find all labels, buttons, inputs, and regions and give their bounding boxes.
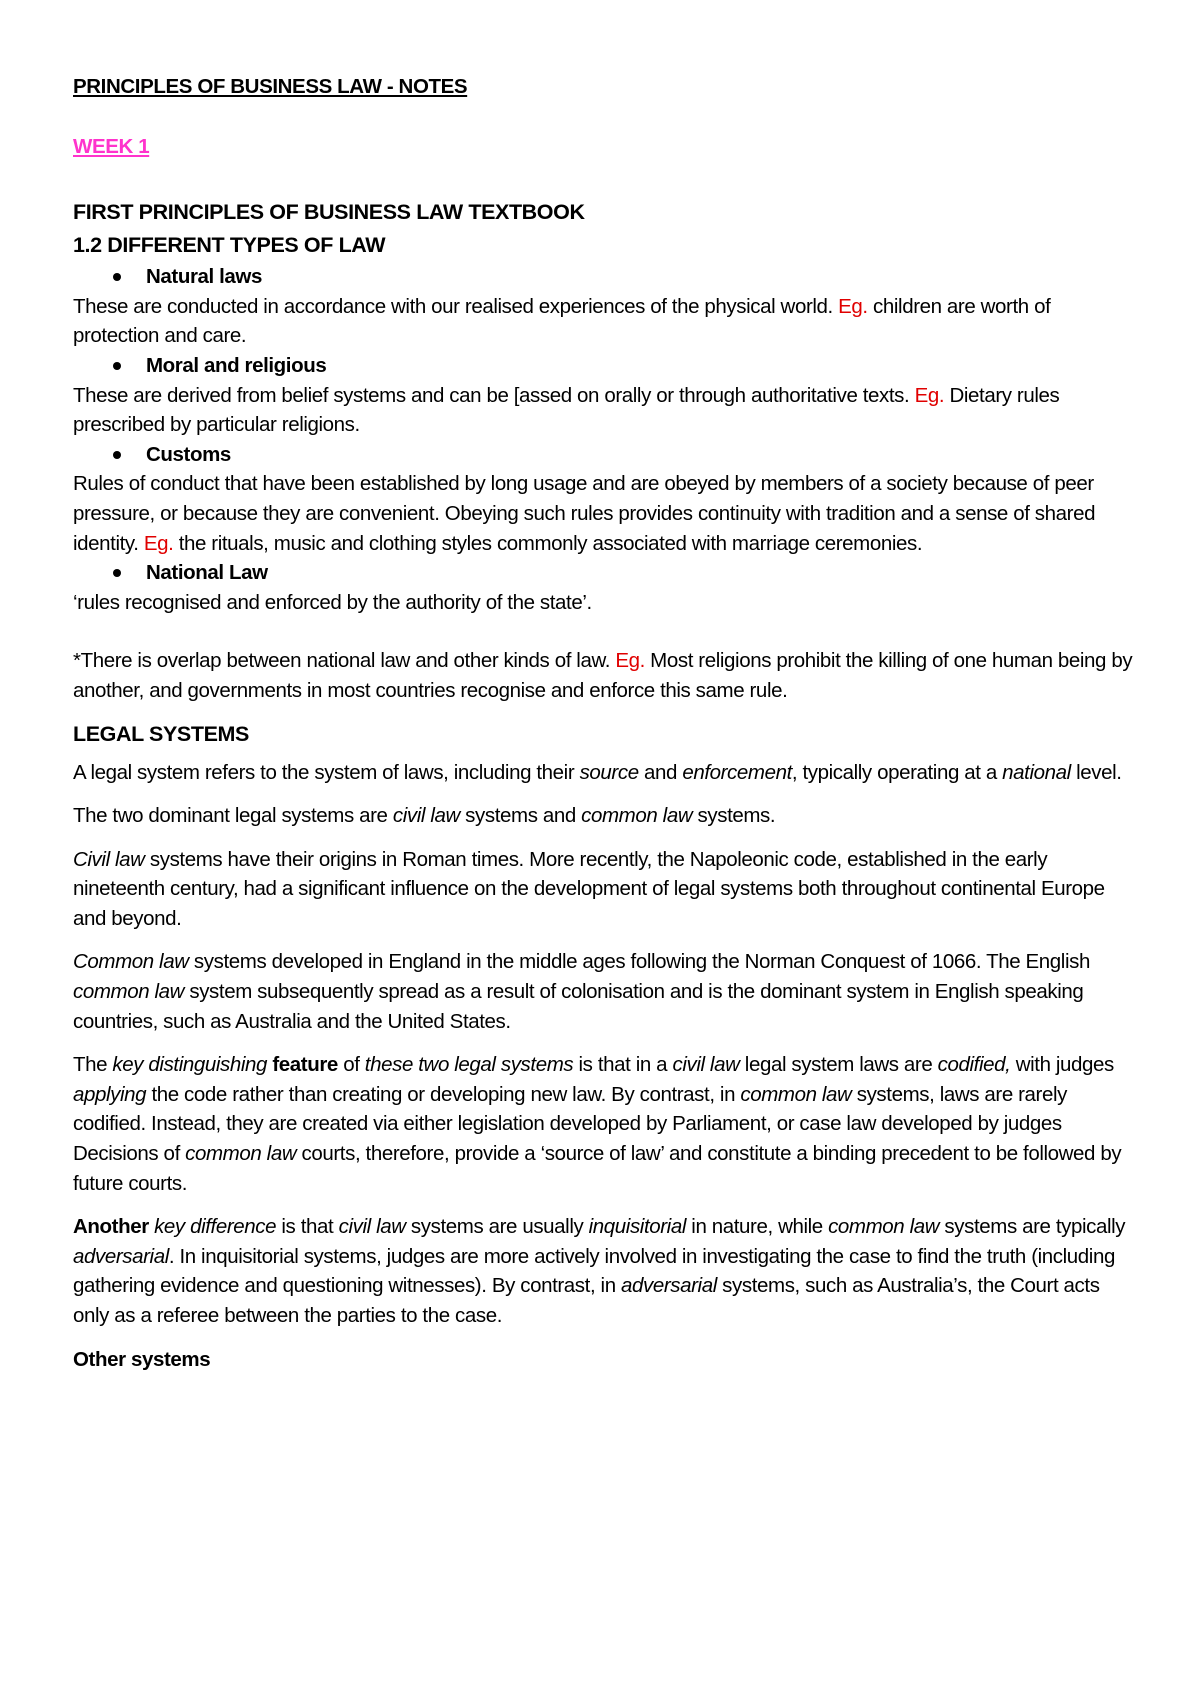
text: Dietary rules prescribed by particular religions. [73, 383, 1060, 437]
text: systems. [692, 804, 776, 828]
paragraph-natural-laws [73, 292, 1135, 351]
text: systems are usually [405, 1215, 589, 1239]
paragraph-key-distinguishing-feature [73, 1050, 1135, 1198]
text-bold: Another [73, 1215, 149, 1239]
paragraph-another-key-difference [73, 1212, 1135, 1330]
text: systems and [459, 804, 582, 828]
paragraph-two-dominant-systems [73, 801, 1135, 831]
text: These are derived from belief systems and can be [assed on orally or through authoritative texts. [73, 383, 915, 407]
eg-label: Eg. [838, 294, 868, 318]
paragraph-national-law [73, 588, 1135, 618]
text: These are conducted in accordance with our realised experiences of the physical world. [73, 294, 839, 318]
text: The [73, 1053, 113, 1077]
text-italic: civil law [672, 1053, 740, 1077]
eg-label: Eg. [143, 531, 174, 555]
text: courts, therefore, provide a ‘source of law’ and constitute a binding precedent to be followed by future courts. [73, 1142, 1122, 1195]
text: in nature, while [686, 1215, 829, 1239]
text-italic: source [579, 760, 639, 784]
text-italic: enforcement [682, 760, 792, 784]
text-italic: common law [73, 980, 185, 1004]
paragraph-civil-law-origins [73, 845, 1135, 934]
text: is that [276, 1215, 339, 1239]
text: system subsequently spread as a result of colonisation and is the dominant system in English speaking countries, such as Australia and the United States. [73, 980, 1084, 1033]
spacer [73, 617, 1135, 646]
text-italic: common law [740, 1082, 852, 1106]
text: systems are typically [939, 1215, 1126, 1239]
document-page [73, 72, 1135, 1374]
paragraph-moral-religious [73, 381, 1135, 440]
text: is that in a [573, 1053, 673, 1077]
bullet-moral-religious [73, 351, 1135, 381]
bullet-label: Moral and religious [146, 353, 327, 377]
bullet-label: Customs [146, 442, 231, 466]
paragraph-legal-system-definition [73, 758, 1135, 788]
text: with judges [1010, 1053, 1114, 1077]
text: *There is overlap between national law and other kinds of law. [73, 649, 616, 673]
text: the code rather than creating or developing new law. By contrast, in [146, 1082, 741, 1106]
other-systems-heading [73, 1345, 1135, 1375]
textbook-heading: FIRST PRINCIPLES OF BUSINESS LAW TEXTBOOK [73, 200, 585, 225]
text-italic: civil law [392, 804, 460, 828]
text: The two dominant legal systems are [73, 804, 393, 828]
bullet-customs [73, 440, 1135, 470]
eg-label: Eg. [914, 383, 945, 407]
text-italic: common law [185, 1142, 297, 1166]
text-italic: codified, [937, 1053, 1011, 1077]
text: and [638, 760, 683, 784]
text: A legal system refers to the system of laws, including their [73, 760, 580, 784]
legal-systems-heading: LEGAL SYSTEMS [73, 721, 249, 746]
text: Rules of conduct that have been established by long usage and are obeyed by members of a society because of peer pressure, or because they are convenient. Obeying such rules provides continuity with tradition and a sense of shared identity. [73, 472, 1096, 555]
text: systems, laws are rarely codified. Instead, they are created via either legislation developed by Parliament, or case law developed by judges Decisions of [73, 1082, 1067, 1166]
text: ‘rules recognised and enforced by the authority of the state’. [73, 590, 592, 614]
text-italic: adversarial [621, 1274, 717, 1298]
text: legal system laws are [739, 1053, 938, 1077]
overlap-note [73, 646, 1135, 705]
bullet-dot-icon [113, 273, 121, 281]
text-italic: national [1002, 760, 1071, 784]
text: . In inquisitorial systems, judges are more actively involved in investigating the case to find the truth (including gathering evidence and questioning witnesses). By contrast, in [73, 1244, 1115, 1298]
text-italic: these two legal systems [364, 1053, 574, 1077]
text-italic: key difference [154, 1215, 277, 1239]
text: Most religions prohibit the killing of one human being by another, and governments in most countries recognise and enforce this same rule. [73, 649, 1133, 702]
bullet-natural-laws [73, 262, 1135, 292]
text-italic: key distinguishing [112, 1053, 268, 1077]
bullet-dot-icon [113, 451, 121, 459]
paragraph-common-law-origins [73, 947, 1135, 1036]
bullet-dot-icon [113, 362, 121, 370]
text: of [337, 1053, 365, 1077]
text-italic: adversarial [73, 1244, 169, 1268]
text-bold: feature [272, 1053, 338, 1077]
eg-label: Eg. [615, 649, 645, 673]
paragraph-customs [73, 469, 1135, 558]
text-italic: civil law [338, 1215, 406, 1239]
text: systems developed in England in the middle ages following the Norman Conquest of 1066. The English [188, 950, 1090, 974]
text-italic: Civil law [73, 847, 145, 871]
section-heading: 1.2 DIFFERENT TYPES OF LAW [73, 233, 386, 258]
text-italic: common law [581, 804, 693, 828]
text: level. [1070, 760, 1122, 784]
week-heading: WEEK 1 [73, 134, 150, 158]
document-title: PRINCIPLES OF BUSINESS LAW - NOTES [73, 75, 468, 98]
text-italic: Common law [73, 950, 189, 974]
bullet-dot-icon [113, 569, 121, 577]
text-bold: Other systems [73, 1347, 211, 1371]
text: , typically operating at a [791, 760, 1003, 784]
text-italic: inquisitorial [588, 1215, 686, 1239]
bullet-label: Natural laws [146, 265, 262, 289]
text-italic: applying [73, 1082, 147, 1106]
text-italic: common law [828, 1215, 940, 1239]
text: the rituals, music and clothing styles commonly associated with marriage ceremonies. [173, 531, 923, 555]
bullet-national-law [73, 558, 1135, 588]
text: systems have their origins in Roman times. More recently, the Napoleonic code, established in the early nineteenth century, had a significant influence on the development of legal systems both throughout continental Europe and beyond. [73, 847, 1105, 930]
text: children are worth of protection and care. [73, 294, 1051, 348]
text: systems, such as Australia’s, the Court acts only as a referee between the parties to the case. [73, 1274, 1100, 1327]
bullet-label: National Law [146, 561, 268, 585]
